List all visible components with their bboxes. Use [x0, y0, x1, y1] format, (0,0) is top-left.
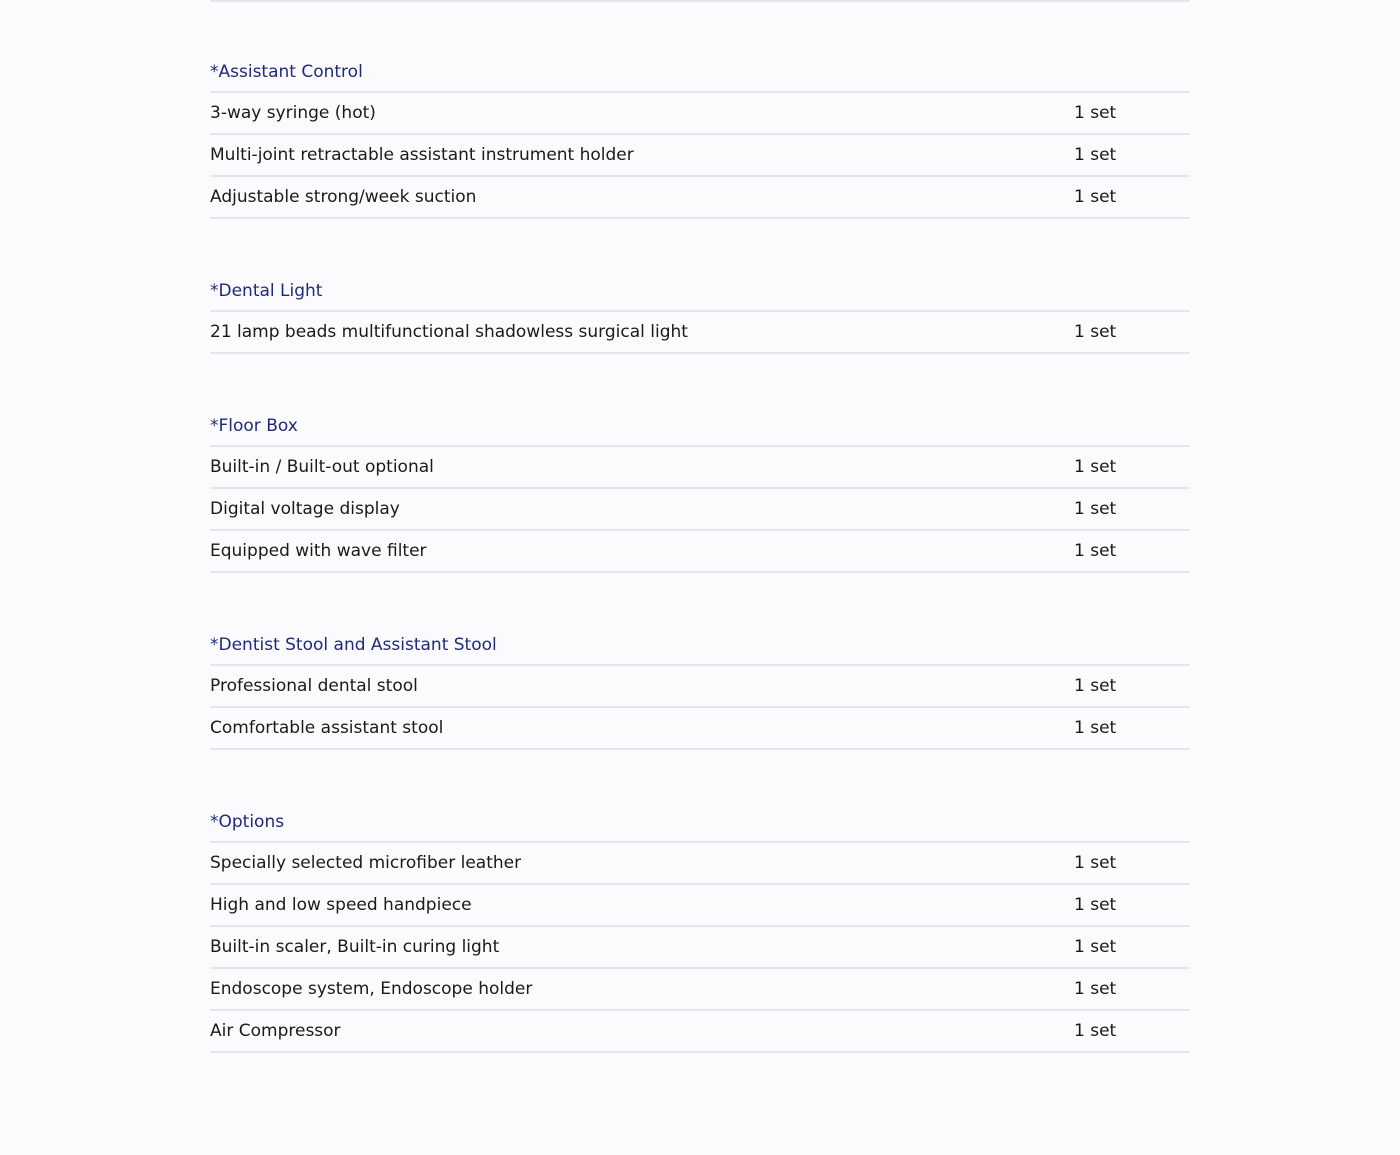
table-row [210, 135, 1190, 177]
section-title: *Dentist Stool and Assistant Stool [210, 624, 1190, 666]
table-row [210, 177, 1190, 219]
item-name: Equipped with wave filter [210, 541, 427, 561]
table-row [210, 489, 1190, 531]
item-quantity: 1 set [1074, 457, 1117, 477]
item-quantity: 1 set [1074, 676, 1117, 696]
item-name: Built-in / Built-out optional [210, 457, 434, 477]
table-row [210, 927, 1190, 969]
item-name: 3-way syringe (hot) [210, 103, 376, 123]
item-name: High and low speed handpiece [210, 895, 472, 915]
section-title: *Assistant Control [210, 51, 1190, 93]
item-quantity: 1 set [1074, 937, 1117, 957]
item-quantity: 1 set [1074, 979, 1117, 999]
table-row [210, 531, 1190, 573]
item-name: Built-in scaler, Built-in curing light [210, 937, 500, 957]
table-row [210, 969, 1190, 1011]
table-row [210, 843, 1190, 885]
item-name: Endoscope system, Endoscope holder [210, 979, 533, 999]
item-quantity: 1 set [1074, 322, 1117, 342]
table-row [210, 708, 1190, 750]
section-options [210, 801, 1190, 1053]
item-quantity: 1 set [1074, 541, 1117, 561]
item-name: Air Compressor [210, 1021, 341, 1041]
section-dental-light [210, 270, 1190, 354]
item-quantity: 1 set [1074, 499, 1117, 519]
section-assistant-control [210, 51, 1190, 219]
table-row [210, 93, 1190, 135]
spec-list [210, 51, 1190, 1104]
item-name: Digital voltage display [210, 499, 400, 519]
table-row [210, 312, 1190, 354]
item-name: Comfortable assistant stool [210, 718, 444, 738]
section-title: *Dental Light [210, 270, 1190, 312]
item-quantity: 1 set [1074, 187, 1117, 207]
section-title: *Floor Box [210, 405, 1190, 447]
item-quantity: 1 set [1074, 895, 1117, 915]
item-quantity: 1 set [1074, 103, 1117, 123]
item-name: Professional dental stool [210, 676, 418, 696]
item-quantity: 1 set [1074, 145, 1117, 165]
section-dentist-stool [210, 624, 1190, 750]
table-row [210, 666, 1190, 708]
table-row [210, 885, 1190, 927]
item-name: Adjustable strong/week suction [210, 187, 477, 207]
section-floor-box [210, 405, 1190, 573]
table-row [210, 1011, 1190, 1053]
item-quantity: 1 set [1074, 718, 1117, 738]
item-quantity: 1 set [1074, 1021, 1117, 1041]
top-divider [210, 0, 1190, 2]
table-row [210, 447, 1190, 489]
item-name: Specially selected microfiber leather [210, 853, 522, 873]
item-quantity: 1 set [1074, 853, 1117, 873]
item-name: 21 lamp beads multifunctional shadowless surgical light [210, 322, 688, 342]
item-name: Multi-joint retractable assistant instrument holder [210, 145, 634, 165]
section-title: *Options [210, 801, 1190, 843]
